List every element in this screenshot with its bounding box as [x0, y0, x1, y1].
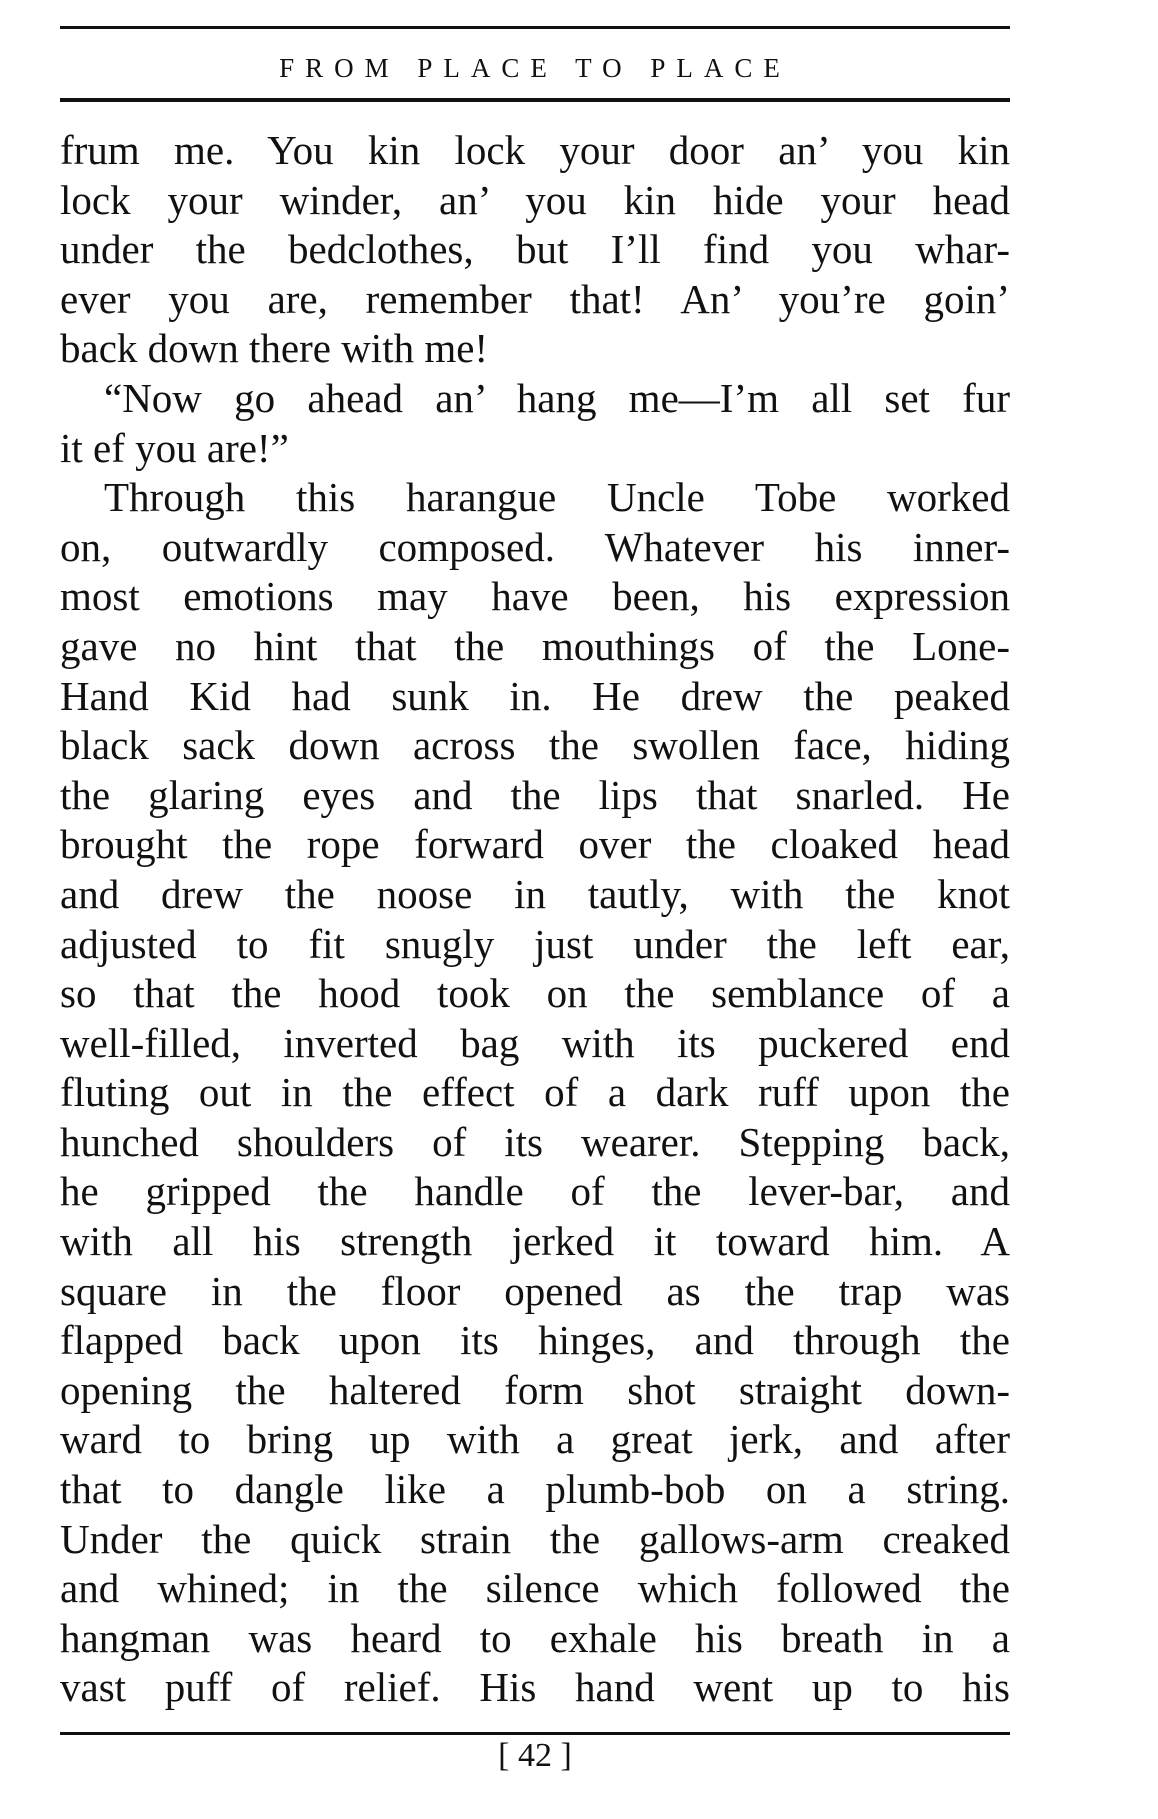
text-line: ward to bring up with a great jerk, and after: [60, 1416, 1010, 1463]
text-line: brought the rope forward over the cloaked head: [60, 821, 1010, 868]
text-line: well-filled, inverted bag with its puckered end: [60, 1019, 1010, 1066]
text-line: hangman was heard to exhale his breath in a: [60, 1614, 1010, 1661]
text-line: back down there with me!: [60, 325, 489, 372]
text-line: vast puff of relief. His hand went up to his: [60, 1664, 1010, 1711]
text-line: square in the floor opened as the trap was: [60, 1267, 1010, 1314]
text-line: so that the hood took on the semblance of a: [60, 970, 1010, 1017]
text-line: Hand Kid had sunk in. He drew the peaked: [60, 672, 1010, 719]
text-line: lock your winder, an’ you kin hide your head: [60, 176, 1010, 223]
text-line: and drew the noose in tautly, with the knot: [60, 870, 1010, 917]
text-line: flapped back upon its hinges, and through the: [60, 1317, 1010, 1364]
text-line: most emotions may have been, his expression: [60, 573, 1010, 620]
text-line: ever you are, remember that! An’ you’re goin’: [60, 275, 1010, 322]
text-line: under the bedclothes, but I’ll find you whar-: [60, 226, 1010, 273]
text-line: hunched shoulders of its wearer. Stepping back,: [60, 1118, 1010, 1165]
text-line: with all his strength jerked it toward him. A: [60, 1218, 1010, 1265]
text-line: black sack down across the swollen face, hiding: [60, 722, 1010, 769]
text-line: frum me. You kin lock your door an’ you kin: [60, 127, 1010, 173]
header-top-rule: [60, 26, 1010, 29]
text-line: on, outwardly composed. Whatever his inner-: [60, 523, 1010, 570]
page-number: [ 42 ]: [498, 1737, 572, 1774]
book-page: [60, 26, 1010, 1806]
text-line: adjusted to fit snugly just under the left ear,: [60, 920, 1010, 967]
text-line: he gripped the handle of the lever-bar, and: [60, 1168, 1010, 1215]
text-line: and whined; in the silence which followed the: [60, 1565, 1010, 1612]
running-head: FROM PLACE TO PLACE: [279, 53, 791, 83]
text-line: that to dangle like a plumb-bob on a string.: [60, 1466, 1010, 1513]
text-line: opening the haltered form shot straight down-: [60, 1366, 1010, 1413]
text-line: Under the quick strain the gallows-arm creaked: [60, 1515, 1010, 1562]
header-bottom-rule: [60, 98, 1010, 102]
text-line: the glaring eyes and the lips that snarled. He: [60, 771, 1010, 818]
text-line: “Now go ahead an’ hang me—I’m all set fur: [104, 374, 1010, 421]
text-line: Through this harangue Uncle Tobe worked: [104, 474, 1010, 521]
body-text: [60, 126, 1010, 1713]
text-line: it ef you are!”: [60, 424, 289, 471]
text-line: gave no hint that the mouthings of the Lone-: [60, 622, 1010, 669]
text-line: fluting out in the effect of a dark ruff upon the: [60, 1069, 1010, 1116]
